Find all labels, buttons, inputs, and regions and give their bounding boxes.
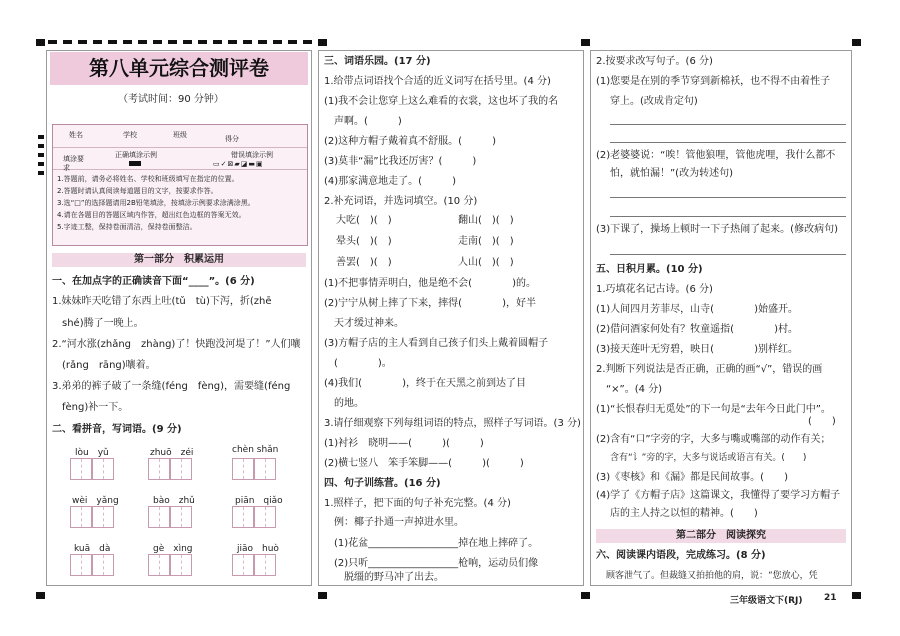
s3b-line-2: (2)宁宁从树上摔了下来，摔得( )，好半 [324, 298, 536, 309]
exam-title: 第八单元综合测评卷 [50, 52, 308, 85]
label-correct: 正确填涂示例 [115, 151, 157, 159]
label-class: 班级 [173, 131, 187, 139]
answer-line[interactable] [610, 124, 846, 125]
s3b-line-3: 天才缓过神来。 [334, 318, 404, 329]
s5-line-2: (1)人间四月芳菲尽，山寺( )始盛开。 [596, 304, 798, 315]
s3-line-5: (3)莫非“漏”比我还厉害？( ) [324, 156, 477, 167]
s3-title: 三、词语乐园。(17 分) [324, 56, 431, 67]
write-box[interactable] [92, 458, 114, 480]
part1-heading: 第一部分 积累运用 [52, 253, 306, 267]
r-line-5: 怕，就怕漏！”(改为转述句) [610, 168, 733, 179]
s4-line-1: 1.照样子，把下面的句子补充完整。(4 分) [324, 498, 511, 509]
fill-3a: 善罢( )( ) [336, 257, 392, 268]
crop-mark-top-left [36, 39, 45, 46]
write-box[interactable] [170, 458, 192, 480]
s1-line-3: 2.“河水涨(zhǎng zhàng)了！快跑没河堤了！”人们嚷 [52, 339, 301, 350]
s1-title: 一、在加点字的正确读音下面“____”。(6 分) [52, 276, 255, 287]
write-box[interactable] [170, 506, 192, 528]
write-box[interactable] [92, 506, 114, 528]
s3b-line-6: (4)我们( )，终于在天黑之前到达了目 [324, 378, 526, 389]
pinyin-3-2: gè xìng [153, 544, 193, 554]
answer-line[interactable] [610, 142, 846, 143]
s3-line-3: 声啊。( ) [334, 116, 402, 127]
write-box[interactable] [148, 506, 170, 528]
s5-line-1: 1.巧填花名记古诗。(6 分) [596, 284, 713, 295]
pinyin-3-1: kuā dà [74, 544, 111, 554]
write-box[interactable] [148, 458, 170, 480]
write-box[interactable] [232, 458, 254, 480]
s4-title: 四、句子训练营。(16 分) [324, 478, 441, 489]
fill-1b: 翻山( )( ) [458, 215, 514, 226]
s5-title: 五、日积月累。(10 分) [596, 264, 703, 275]
s1-line-2: shé)腾了一晚上。 [62, 318, 144, 329]
page-number: 21 [824, 593, 837, 603]
crop-mark-bottom-mid2 [581, 592, 590, 599]
write-box[interactable] [148, 554, 170, 576]
pinyin-2-3: piān qiǎo [235, 496, 283, 506]
s5-line-12: (4)学了《方帽子店》这篇课文，我懂得了要学习方帽子 [596, 490, 841, 501]
pinyin-2-1: wèi yǎng [72, 496, 119, 506]
write-box[interactable] [254, 554, 276, 576]
label-wrong: 错误填涂示例 [231, 151, 273, 159]
s1-line-5: 3.弟弟的裤子破了一条缝(féng fèng)，需要缝(féng [52, 381, 291, 392]
crop-mark-top-mid [318, 39, 327, 46]
info-table [52, 124, 308, 246]
pinyin-1-2: zhuō zéi [150, 448, 194, 458]
write-box[interactable] [170, 554, 192, 576]
label-score: 得分 [225, 135, 239, 143]
s3b-line-8: 3.请仔细观察下列每组词语的特点，照样子写词语。(3 分) [324, 418, 581, 429]
label-name: 姓名 [69, 131, 83, 139]
note-3: 3.选“□”的选择题请用2B铅笔填涂，按填涂示例要求涂满涂黑。 [57, 199, 255, 207]
s3-line-2: (1)我不会让您穿上这么难看的衣裳，这也坏了我的名 [324, 96, 559, 107]
s5-line-5: 2.判断下列说法是否正确，正确的画“√”，错误的画 [596, 364, 823, 375]
r-line-2: (1)您要是在别的季节穿到新棉袄，也不得不由着性子 [596, 76, 831, 87]
s4-line-5: 脱缰的野马冲了出去。 [344, 572, 444, 583]
fill-3b: 人山( )( ) [458, 257, 514, 268]
s5-line-7: (1)“长恨春归无觅处”的下一句是“去年今日此门中”。 [596, 404, 831, 415]
s6-title: 六、阅读课内语段，完成练习。(8 分) [596, 550, 766, 561]
side-ticks [38, 135, 44, 175]
dashed-top-rule [48, 40, 318, 44]
note-5: 5.字迹工整，保持卷面清洁，保持卷面整洁。 [57, 223, 197, 231]
correct-fill-sample [129, 161, 141, 166]
fill-2b: 走南( )( ) [458, 236, 514, 247]
s3b-line-5: ( )。 [334, 358, 392, 369]
answer-line[interactable] [610, 254, 846, 255]
s5-line-3: (2)借问酒家何处有？牧童遥指( )村。 [596, 324, 798, 335]
crop-mark-bottom-right [852, 592, 861, 599]
s3b-line-10: (2)横七竖八 笨手笨脚——( )( ) [324, 458, 524, 469]
s5-line-10: 含有“讠”旁的字，大多与说话或语言有关。( ) [610, 453, 807, 463]
note-4: 4.请在各题目的答题区域内作答，超出红色边框的答案无效。 [57, 211, 246, 219]
s5-line-8: ( ) [808, 416, 836, 427]
r-line-4: (2)老婆婆说：“唉！管他狼哩，管他虎哩，我什么都不 [596, 150, 836, 161]
r-line-3: 穿上。(改成肯定句) [610, 96, 698, 107]
crop-mark-bottom-mid [318, 592, 327, 599]
exam-time: （考试时间：90 分钟） [118, 94, 224, 105]
write-box[interactable] [70, 554, 92, 576]
wrong-fill-samples: ▭✓⊠▰◪▬▣ [213, 160, 264, 168]
answer-line[interactable] [610, 197, 846, 198]
s5-line-13: 店的主人持之以恒的精神。( ) [610, 508, 758, 519]
s3-line-6: (4)那家满意地走了。( ) [324, 176, 456, 187]
label-school: 学校 [123, 131, 137, 139]
s6-line: 顾客泄气了。但裁缝又拍拍他的肩，说：“您放心，凭 [606, 571, 818, 581]
s3-line-7: 2.补充词语，并选词填空。(10 分) [324, 196, 478, 207]
r-line-6: (3)下课了，操场上顿时一下子热闹了起来。(修改病句) [596, 224, 838, 235]
s5-line-9: (2)含有“口”字旁的字，大多与嘴或嘴部的动作有关； [596, 434, 831, 445]
column-right [590, 50, 852, 586]
s4-line-3: (1)花盆__________________掉在地上摔碎了。 [334, 538, 539, 549]
label-fill: 填涂要求 [63, 155, 84, 172]
s5-line-6: “×”。(4 分) [606, 384, 663, 395]
s5-line-4: (3)接天莲叶无穷碧，映日( )别样红。 [596, 344, 798, 355]
note-1: 1.答题前，请务必将姓名、学校和班级填写在指定的位置。 [57, 175, 239, 183]
s1-line-6: fèng)补一下。 [62, 402, 129, 413]
s3b-line-4: (3)方帽子店的主人看到自己孩子们头上戴着圆帽子 [324, 338, 549, 349]
s3b-line-7: 的地。 [334, 398, 364, 409]
footer-text: 三年级语文下(RJ) [730, 596, 803, 606]
write-box[interactable] [70, 506, 92, 528]
write-box[interactable] [70, 458, 92, 480]
s3b-line-9: (1)衬衫 晓明——( )( ) [324, 438, 484, 449]
s3-line-4: (2)这种方帽子戴着真不舒服。( ) [324, 136, 496, 147]
r-line-1: 2.按要求改写句子。(6 分) [596, 56, 713, 67]
s5-line-11: (3)《枣核》和《漏》都是民间故事。( ) [596, 472, 788, 483]
pinyin-2-2: bào zhǔ [153, 496, 195, 506]
s3b-line-1: (1)不把事情弄明白，他是绝不会( )的。 [324, 278, 536, 289]
s1-line-1: 1.妹妹昨天吃错了东西上吐(tǔ tù)下泻，折(zhē [52, 296, 272, 307]
write-box[interactable] [254, 458, 276, 480]
write-box[interactable] [254, 506, 276, 528]
crop-mark-top-mid2 [581, 39, 590, 46]
write-box[interactable] [232, 554, 254, 576]
s4-line-4: (2)只听__________________枪响，运动员们像 [334, 558, 539, 569]
pinyin-3-3: jiāo huò [237, 544, 279, 554]
write-box[interactable] [232, 506, 254, 528]
part2-heading: 第二部分 阅读探究 [596, 529, 846, 543]
s3-line-1: 1.给带点词语找个合适的近义词写在括号里。(4 分) [324, 76, 551, 87]
crop-mark-bottom-left [36, 592, 45, 599]
pinyin-1-1: lòu yǔ [75, 448, 109, 458]
s2-title: 二、看拼音，写词语。(9 分) [52, 424, 182, 435]
note-2: 2.答题时请认真阅读每道题目的文字，按要求作答。 [57, 187, 218, 195]
pinyin-1-3: chèn shǎn [232, 445, 279, 455]
s1-line-4: (rǎng rāng)嚷着。 [62, 360, 156, 371]
answer-line[interactable] [610, 216, 846, 217]
fill-1a: 大吃( )( ) [336, 215, 392, 226]
fill-2a: 晕头( )( ) [336, 236, 392, 247]
s4-line-2: 例：椰子扑通一声掉进水里。 [334, 517, 464, 528]
write-box[interactable] [92, 554, 114, 576]
crop-mark-top-right [852, 39, 861, 46]
